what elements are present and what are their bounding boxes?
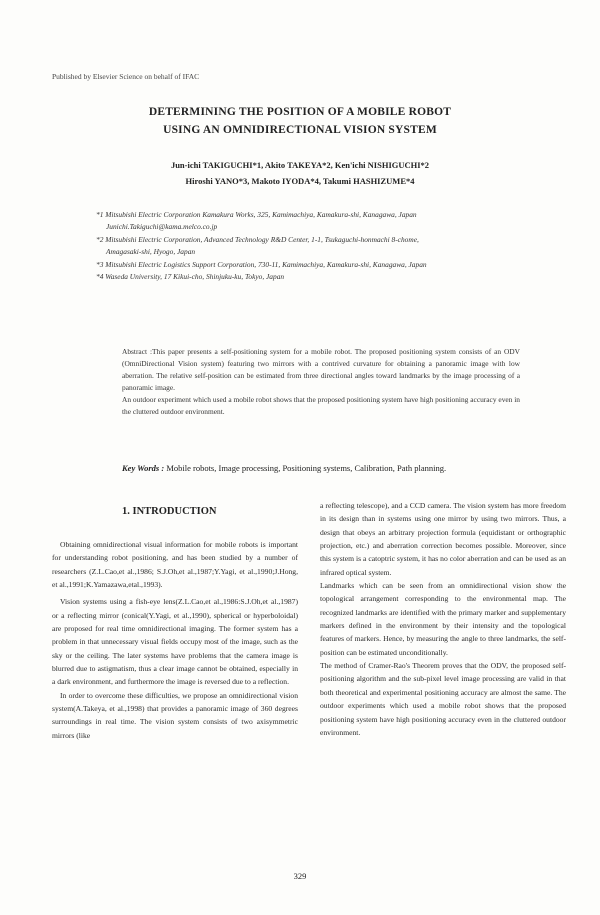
paper-title-line-1: DETERMINING THE POSITION OF A MOBILE ROBOT <box>148 106 452 118</box>
abstract-paragraph-2: An outdoor experiment which used a mobile robot shows that the proposed positioning system have high positioning accuracy even in the cluttered outdoor environment. <box>122 395 520 417</box>
affiliation-4: *4 Waseda University, 17 Kikui-cho, Shinjuku-ku, Tokyo, Japan <box>96 272 285 281</box>
right-paragraph-2: Landmarks which can be seen from an omnidirectional vision show the topological arrangement corresponding to the environmental map. The recognized landmarks are identified with the primary marker and supplementary markers defined in the environment by their intensity and the topological features of markers. Hence, by measuring the angle to three landmarks, the self-position can be estimated unconditionally. <box>320 581 566 657</box>
paper-title-line-2: USING AN OMNIDIRECTIONAL VISION SYSTEM <box>163 124 437 136</box>
right-paragraph-3: The method of Cramer-Rao's Theorem proves that the ODV, the proposed self-positioning algorithm and the sub-pixel level image processing are valid in that both theoretical and experimental positioning accuracy are almost the same. The outdoor experiments which used a mobile robot shows that the proposed positioning system have high positioning accuracy even in the cluttered outdoor environment. <box>320 661 566 737</box>
affiliation-3: *3 Mitsubishi Electric Logistics Support Corporation, 730-11, Kamimachiya, Kamakura-shi, Kanagawa, Japan <box>96 260 427 269</box>
authors-line-1: Jun-ichi TAKIGUCHI*1, Akito TAKEYA*2, Ken'ichi NISHIGUCHI*2 <box>170 160 430 170</box>
left-column <box>52 538 298 742</box>
right-column <box>320 499 566 739</box>
keywords-label: Key Words : <box>122 463 165 473</box>
left-paragraph-1: Obtaining omnidirectional visual information for mobile robots is important for understanding robot positioning, and has been studied by a number of researchers (Z.L.Cao,et al.,1986; S.J.Oh,et al.,1987;Y.Yagi, et al.,1990;J.Hong, et al.,1991;K.Yamazawa,etal.,1993). <box>52 540 298 590</box>
keywords-text: Mobile robots, Image processing, Positioning systems, Calibration, Path planning. <box>166 463 447 473</box>
abstract <box>122 346 520 419</box>
section-heading: 1. INTRODUCTION <box>122 506 217 517</box>
keywords <box>122 463 446 473</box>
affiliation-1: *1 Mitsubishi Electric Corporation Kamakura Works, 325, Kamimachiya, Kamakura-shi, Kanagawa, Japan <box>96 210 417 219</box>
affiliation-2-city: Amagasaki-shi, Hyogo, Japan <box>106 247 196 256</box>
affiliation-2: *2 Mitsubishi Electric Corporation, Advanced Technology R&D Center, 1-1, Tsukaguchi-honmachi 8-chome, <box>96 235 419 244</box>
affiliation-1-email: Junichi.Takiguchi@kama.melco.co.jp <box>106 222 218 231</box>
right-paragraph-1: a reflecting telescope), and a CCD camera. The vision system has more freedom in its design than in systems using one mirror by using two mirrors. Thus, a design that obeys an arbitrary projection formula (equidistant or orthographic projection, etc.) and aberration correction becomes possible. Moreover, since this system is a catoptric system, it has no color aberration and can be used as an infrared optical system. <box>320 501 566 577</box>
authors-line-2: Hiroshi YANO*3, Makoto IYODA*4, Takumi HASHIZUME*4 <box>185 176 415 186</box>
abstract-paragraph-1: Abstract :This paper presents a self-positioning system for a mobile robot. The proposed positioning system consists of an ODV (OmniDirectional Vision system) featuring two mirrors with a contrived curvature for obtaining a panoramic image with low aberration. The relative self-position can be estimated from three directional angles toward landmarks by the image processing of a panoramic image. <box>122 347 520 393</box>
left-paragraph-3: In order to overcome these difficulties, we propose an omnidirectional vision system(A.Takeya, et al.,1998) that provides a panoramic image of 360 degrees surroundings in real time. The vision system consists of two axisymmetric mirrors (like <box>52 690 298 740</box>
left-paragraph-2: Vision systems using a fish-eye lens(Z.L.Cao,et al.,1986:S.J.Oh,et al.,1987) or a reflecting mirror (conical(Y.Yagi, et al.,1990), spherical or hyperboloidal) are proposed for real time omnidirectional imaging. The former system has a problem in that unnecessary visual fields occupy most of the image, such as the sky or the ceiling. The later systems have problems that the camera image is blurred due to astigmatism, thus a clear image cannot be obtained, especially in a dark environment, and furthermore the image is reversed due to a reflection. <box>52 597 298 687</box>
page-number: 329 <box>293 871 307 881</box>
publisher-line: Published by Elsevier Science on behalf of IFAC <box>52 72 200 81</box>
